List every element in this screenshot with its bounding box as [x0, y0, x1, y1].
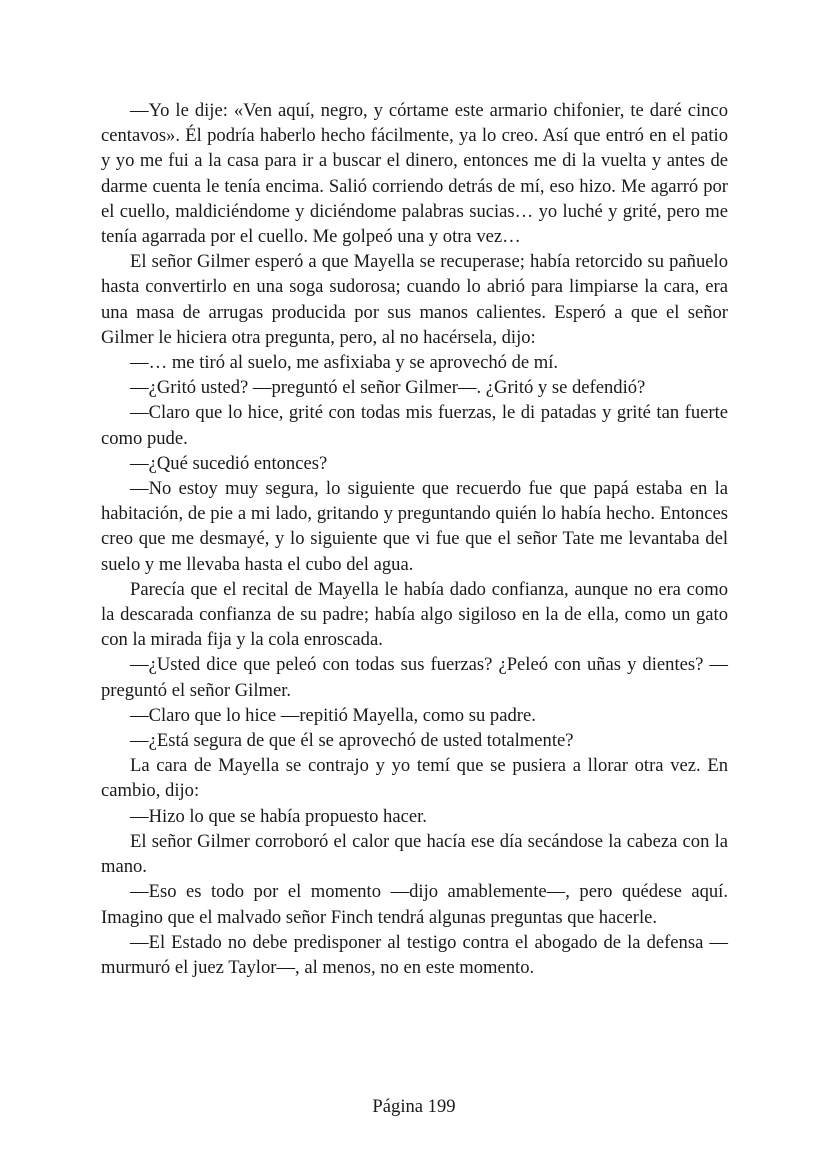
- paragraph: El señor Gilmer esperó a que Mayella se recuperase; había retorcido su pañuelo hasta convertirlo en una soga sudorosa; cuando lo abrió para limpiarse la cara, era una masa de arrugas producida por sus manos calientes. Esperó a que el señor Gilmer le hiciera otra pregunta, pero, al no hacérsela, dijo:: [101, 251, 728, 348]
- paragraph: —¿Gritó usted? —preguntó el señor Gilmer—. ¿Gritó y se defendió?: [130, 377, 646, 399]
- paragraph: —Hizo lo que se había propuesto hacer.: [130, 805, 427, 827]
- paragraph: —… me tiró al suelo, me asfixiaba y se aprovechó de mí.: [130, 352, 559, 374]
- page-number: Página 199: [372, 1096, 456, 1117]
- text-body: [101, 98, 728, 980]
- paragraph: —Eso es todo por el momento —dijo amablemente—, pero quédese aquí. Imagino que el malvado señor Finch tendrá algunas preguntas que hacerle.: [101, 881, 728, 928]
- paragraph: —El Estado no debe predisponer al testigo contra el abogado de la defensa —murmuró el juez Taylor—, al menos, no en este momento.: [101, 931, 728, 978]
- paragraph: Parecía que el recital de Mayella le había dado confianza, aunque no era como la descarada confianza de su padre; había algo sigiloso en la de ella, como un gato con la mirada fija y la cola enroscada.: [101, 578, 728, 651]
- paragraph: La cara de Mayella se contrajo y yo temí que se pusiera a llorar otra vez. En cambio, dijo:: [101, 755, 728, 802]
- paragraph: —¿Está segura de que él se aprovechó de usted totalmente?: [130, 730, 574, 752]
- paragraph: El señor Gilmer corroboró el calor que hacía ese día secándose la cabeza con la mano.: [101, 830, 728, 878]
- paragraph: —¿Usted dice que peleó con todas sus fuerzas? ¿Peleó con uñas y dientes? —preguntó el señor Gilmer.: [101, 654, 728, 701]
- paragraph: —¿Qué sucedió entonces?: [130, 452, 328, 474]
- paragraph: —Yo le dije: «Ven aquí, negro, y córtame este armario chifonier, te daré cinco centavos». Él podría haberlo hecho fácilmente, ya lo creo. Así que entró en el patio y yo me fui a la casa para ir a buscar el dinero, entonces me di la vuelta y antes de darme cuenta le tenía encima. Salió corriendo detrás de mí, eso hizo. Me agarró por el cuello, maldiciéndome y diciéndome palabras sucias… yo luché y grité, pero me tenía agarrada por el cuello. Me golpeó una y otra vez…: [101, 100, 728, 248]
- paragraph: —Claro que lo hice —repitió Mayella, como su padre.: [130, 704, 536, 726]
- paragraph: —Claro que lo hice, grité con todas mis fuerzas, le di patadas y grité tan fuerte como pude.: [101, 402, 728, 449]
- paragraph: —No estoy muy segura, lo siguiente que recuerdo fue que papá estaba en la habitación, de pie a mi lado, gritando y preguntando quién lo había hecho. Entonces creo que me desmayé, y lo siguiente que vi fue que el señor Tate me levantaba del suelo y me llevaba hasta el cubo del agua.: [101, 478, 728, 575]
